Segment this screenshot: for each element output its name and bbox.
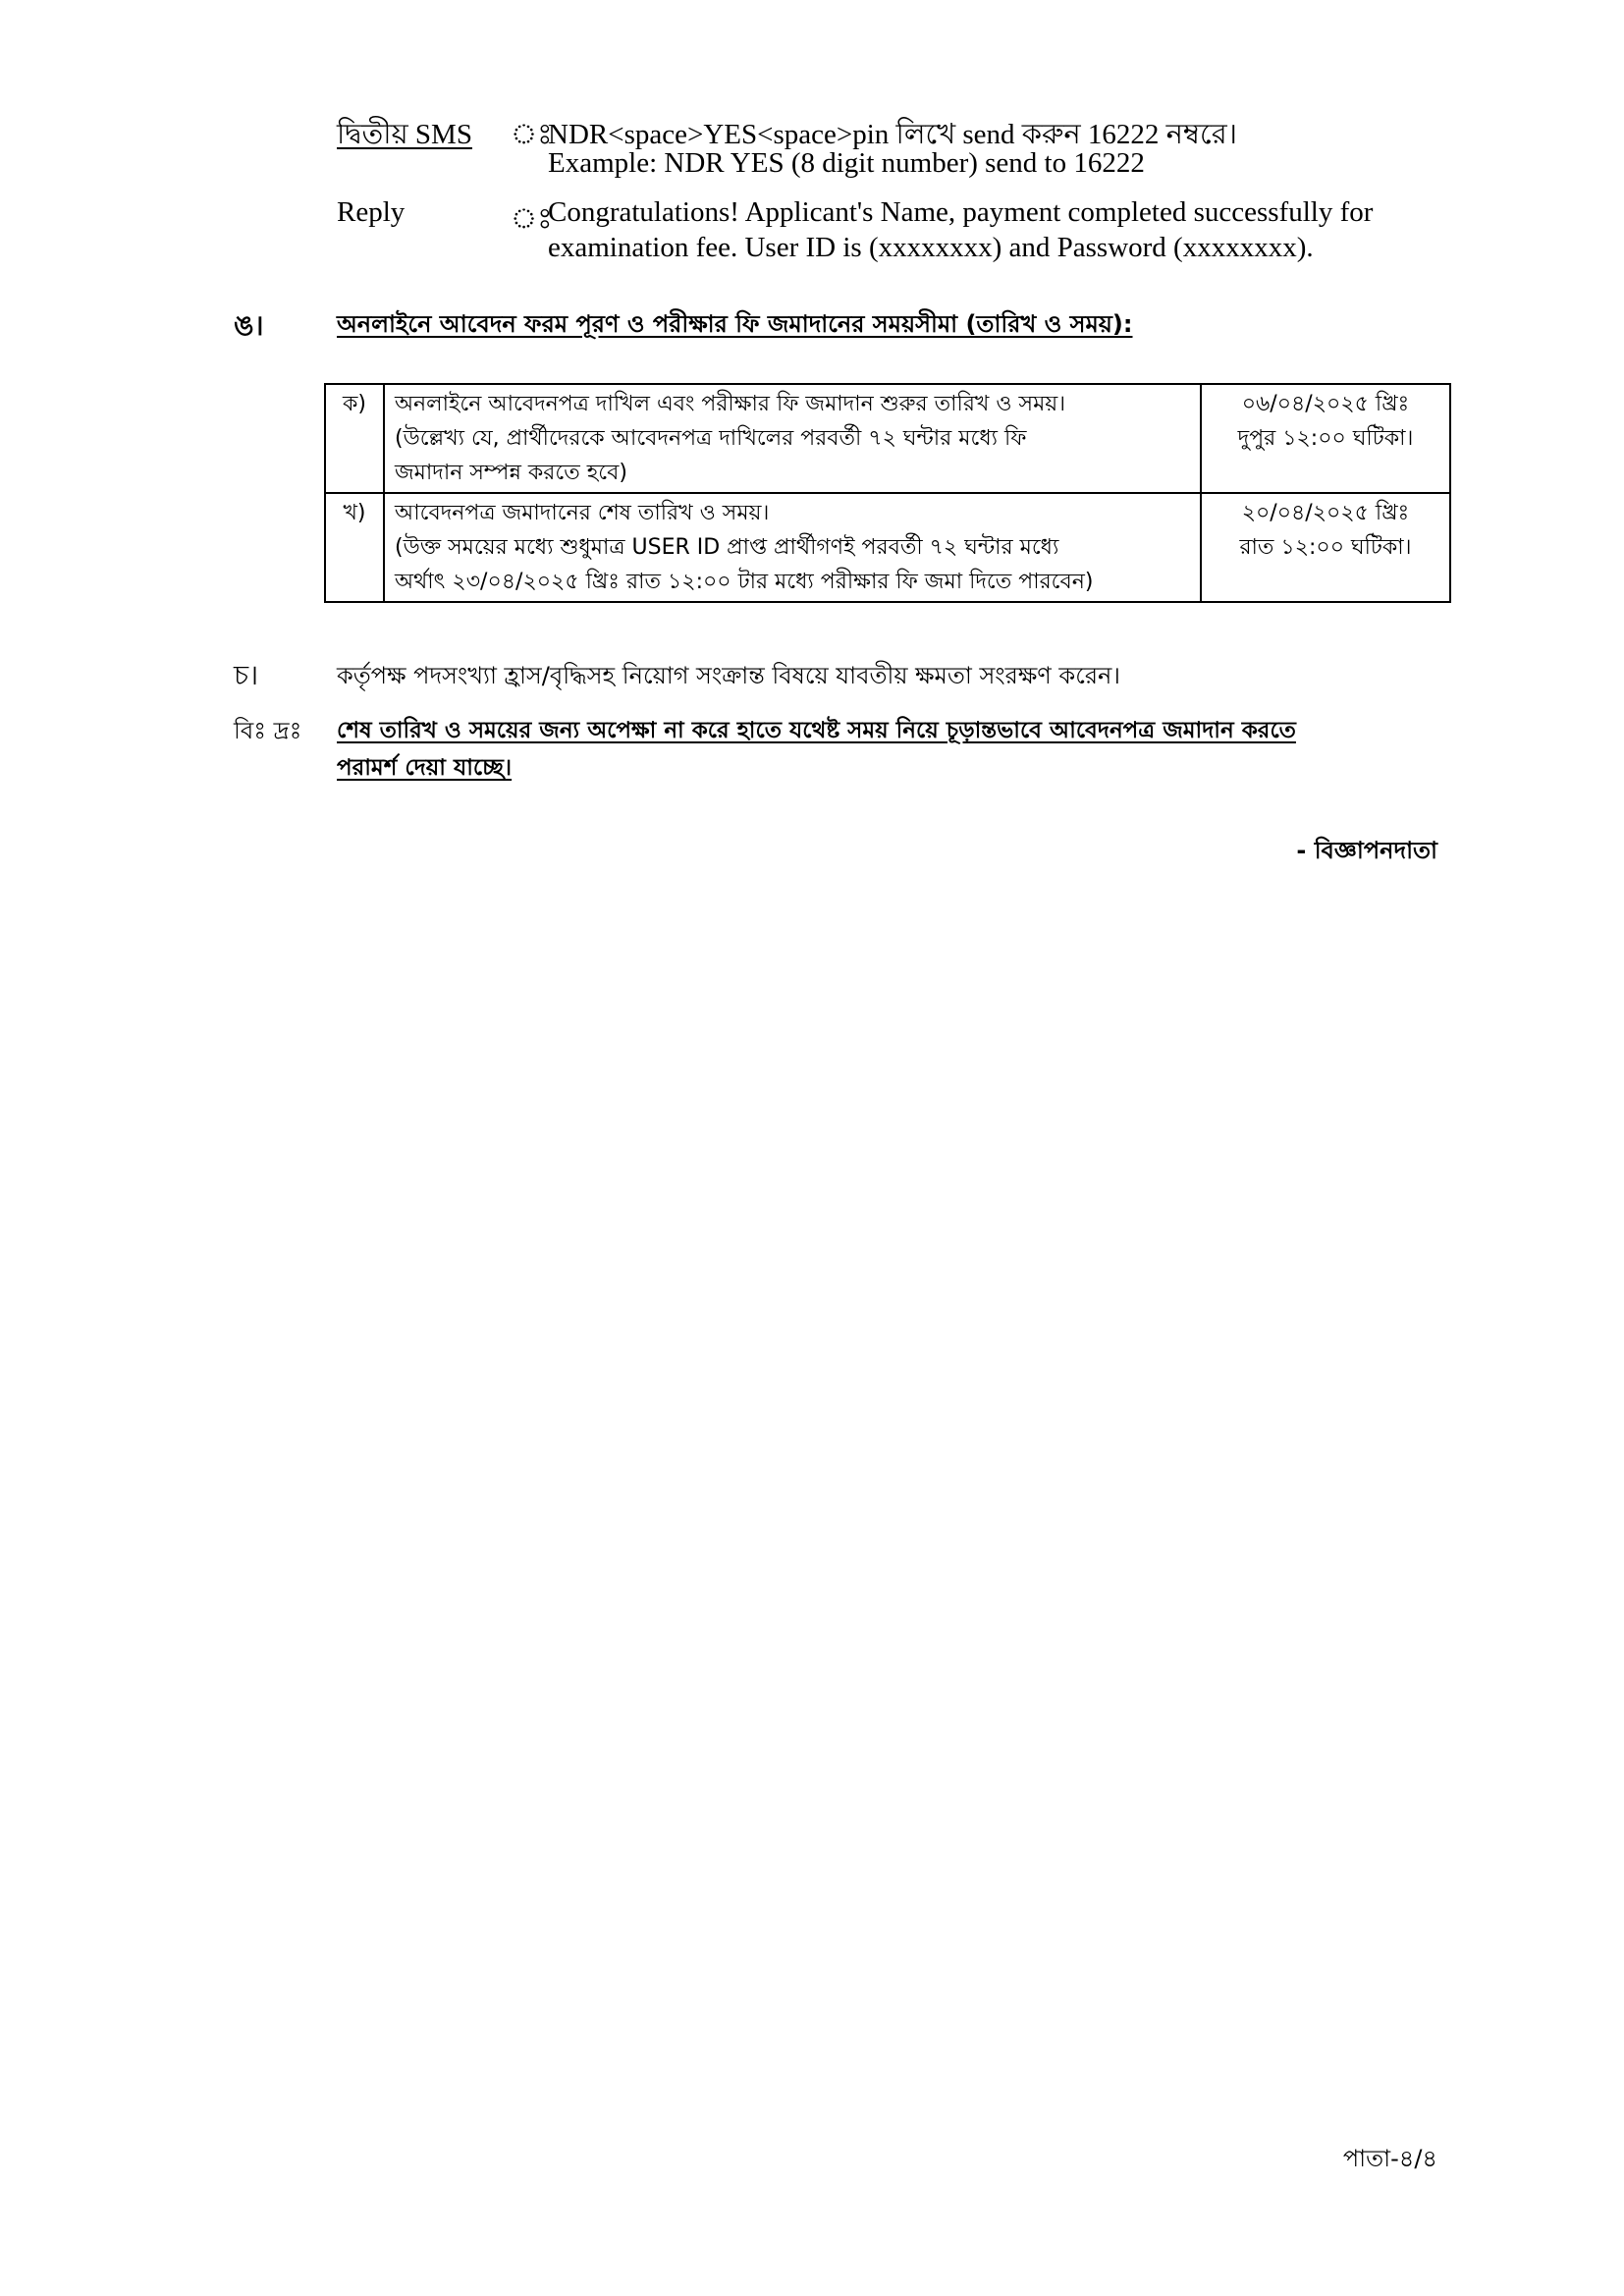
reply-label: Reply bbox=[337, 196, 406, 228]
row-description bbox=[384, 493, 1201, 602]
row-serial: খ) bbox=[325, 493, 384, 602]
table-row bbox=[325, 493, 1450, 602]
page-number: পাতা-৪/৪ bbox=[1342, 2145, 1437, 2172]
row-description bbox=[384, 384, 1201, 493]
row-date: ০৬/০৪/২০২৫ খ্রিঃ bbox=[1241, 392, 1410, 416]
reply-line-2: examination fee. User ID is (xxxxxxxx) and Password (xxxxxxxx). bbox=[548, 232, 1314, 263]
row-serial: ক) bbox=[325, 384, 384, 493]
signature: - বিজ্ঞাপনদাতা bbox=[1296, 837, 1437, 864]
row-description-line: অনলাইনে আবেদনপত্র দাখিল এবং পরীক্ষার ফি জমাদান শুরুর তারিখ ও সময়। bbox=[395, 392, 1066, 416]
second-sms-colon: ঃ bbox=[511, 119, 553, 150]
second-sms-label: দ্বিতীয় SMS bbox=[337, 119, 472, 150]
row-time: দুপুর ১২:০০ ঘটিকা। bbox=[1237, 426, 1414, 451]
row-description-line: (উল্লেখ্য যে, প্রার্থীদেরকে আবেদনপত্র দাখিলের পরবর্তী ৭২ ঘন্টার মধ্যে ফি bbox=[395, 426, 1027, 451]
note-label: বিঃ দ্রঃ bbox=[234, 717, 302, 744]
table-row bbox=[325, 384, 1450, 493]
row-description-line: অর্থাৎ ২৩/০৪/২০২৫ খ্রিঃ রাত ১২:০০ টার মধ্যে পরীক্ষার ফি জমা দিতে পারবেন) bbox=[395, 570, 1094, 594]
second-sms-line-1: NDR<space>YES<space>pin লিখে send করুন 16222 নম্বরে। bbox=[548, 119, 1238, 150]
section-cha-number: চ। bbox=[234, 659, 259, 691]
row-datetime bbox=[1201, 493, 1450, 602]
section-cha-text: কর্তৃপক্ষ পদসংখ্যা হ্রাস/বৃদ্ধিসহ নিয়োগ সংক্রান্ত বিষয়ে যাবতীয় ক্ষমতা সংরক্ষণ করেন। bbox=[337, 662, 1120, 689]
note-line-2: পরামর্শ দেয়া যাচ্ছে। bbox=[337, 755, 513, 781]
second-sms-line-2: Example: NDR YES (8 digit number) send to 16222 bbox=[548, 147, 1145, 179]
schedule-table bbox=[324, 383, 1451, 603]
row-datetime bbox=[1201, 384, 1450, 493]
row-time: রাত ১২:০০ ঘটিকা। bbox=[1239, 535, 1412, 560]
row-description-line: আবেদনপত্র জমাদানের শেষ তারিখ ও সময়। bbox=[395, 501, 770, 525]
reply-line-1: Congratulations! Applicant's Name, payment completed successfully for bbox=[548, 196, 1374, 228]
row-description-line: জমাদান সম্পন্ন করতে হবে) bbox=[395, 461, 627, 485]
section-6-heading: অনলাইনে আবেদন ফরম পূরণ ও পরীক্ষার ফি জমাদানের সময়সীমা (তারিখ ও সময়): bbox=[337, 310, 1133, 338]
row-description-line: (উক্ত সময়ের মধ্যে শুধুমাত্র USER ID প্রাপ্ত প্রার্থীগণই পরবর্তী ৭২ ঘন্টার মধ্যে bbox=[395, 535, 1059, 560]
reply-colon: ঃ bbox=[511, 203, 553, 235]
section-6-number: ঙ। bbox=[234, 309, 264, 342]
note-line-1: শেষ তারিখ ও সময়ের জন্য অপেক্ষা না করে হাতে যথেষ্ট সময় নিয়ে চূড়ান্তভাবে আবেদনপত্র জমাদান করতে bbox=[337, 718, 1296, 743]
row-date: ২০/০৪/২০২৫ খ্রিঃ bbox=[1241, 501, 1410, 525]
